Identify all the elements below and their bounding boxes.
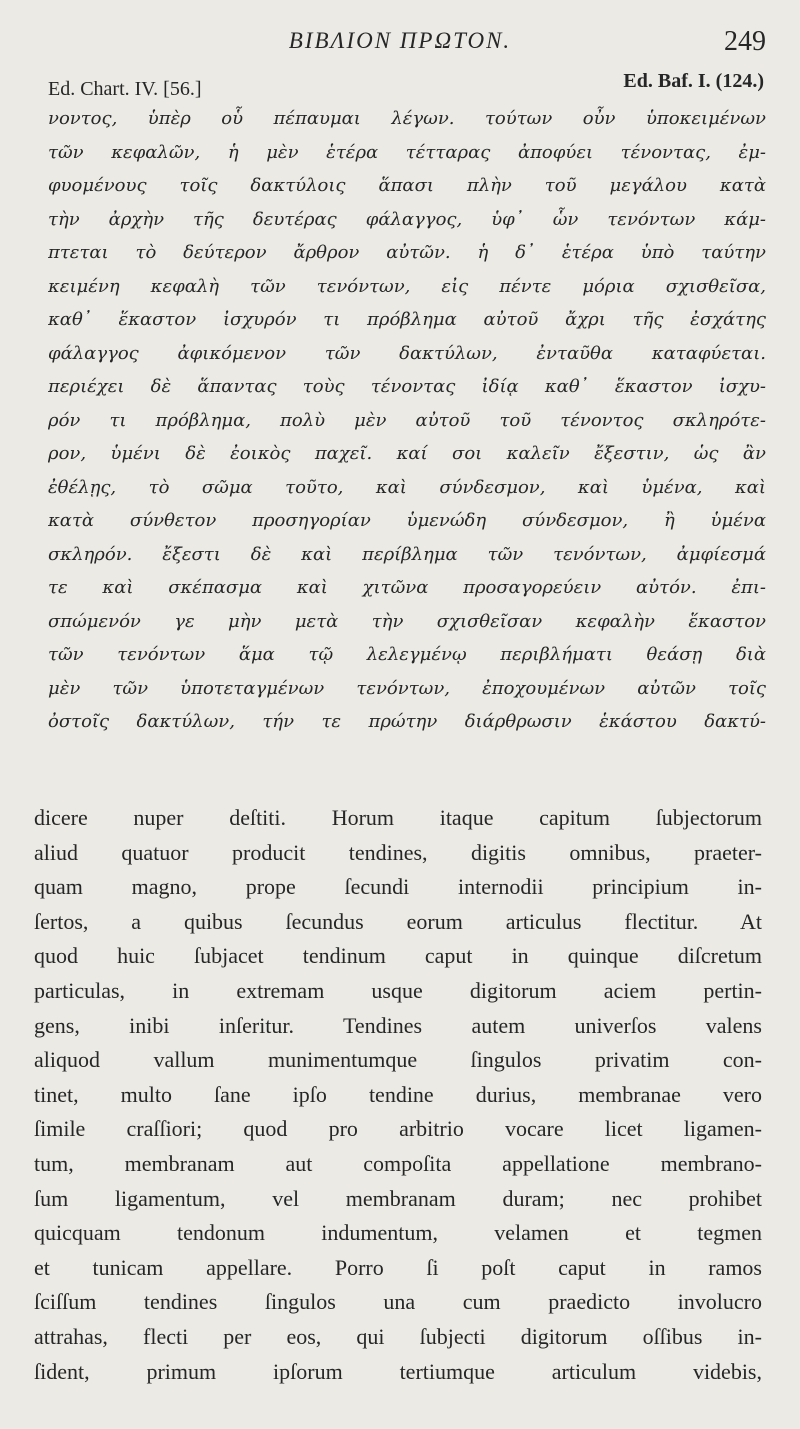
greek-text-line: καθ᾽ ἕκαστον ἰσχυρόν τι πρόβλημα αὐτοῦ ἄχρι τῆς ἐσχάτης — [48, 309, 766, 330]
edition-reference-left: Ed. Chart. IV. [56.] — [48, 78, 202, 100]
running-title: ΒΙΒΛΙΟΝ ΠΡΩΤΟΝ. — [288, 28, 512, 53]
greek-text-line: τῶν τενόντων ἅμα τῷ λελεγμένῳ περιβλήματι θεάσῃ διὰ — [48, 644, 766, 665]
greek-text-line: μὲν τῶν ὑποτεταγμένων τενόντων, ἐποχουμένων αὐτῶν τοῖς — [48, 677, 766, 699]
latin-text-line: attrahas, flecti per eos, qui ſubjecti digitorum oſſibus in- — [34, 1323, 762, 1349]
latin-text-line: ſident, primum ipſorum tertiumque articulum videbis, — [34, 1358, 762, 1384]
greek-text-block — [48, 102, 766, 739]
greek-text-line: ὀστοῖς δακτύλων, τήν τε πρώτην διάρθρωσιν ἑκάστου δακτύ- — [48, 711, 766, 732]
greek-text-line: ρον, ὑμένι δὲ ἐοικὸς παχεῖ. καί σοι καλεῖν ἔξεστιν, ὡς ἂν — [48, 443, 766, 464]
latin-text-line: ſum ligamentum, vel membranam duram; nec prohibet — [34, 1185, 762, 1211]
latin-text-line: quam magno, prope ſecundi internodii principium in- — [34, 874, 762, 900]
greek-text-line: τῶν κεφαλῶν, ἡ μὲν ἑτέρα τέτταρας ἀποφύει τένοντας, ἐμ- — [48, 141, 766, 163]
greek-text-line: νοντος, ὑπὲρ οὗ πέπαυμαι λέγων. τούτων οὖν ὑποκειμένων — [48, 108, 766, 129]
greek-text-line: κειμένη κεφαλὴ τῶν τενόντων, εἰς πέντε μόρια σχισθεῖσα, — [48, 275, 766, 297]
edition-reference-right: Ed. Baf. I. (124.) — [623, 70, 764, 92]
greek-text-line: ρόν τι πρόβλημα, πολὺ μὲν αὐτοῦ τοῦ τένοντος σκληρότε- — [48, 409, 766, 431]
latin-text-line: ſertos, a quibus ſecundus eorum articulus flectitur. At — [34, 908, 762, 934]
latin-text-line: aliquod vallum munimentumque ſingulos privatim con- — [34, 1047, 762, 1073]
greek-text-line: ἐθέλῃς, τὸ σῶμα τοῦτο, καὶ σύνδεσμον, καὶ ὑμένα, καὶ — [48, 476, 766, 498]
page-number: 249 — [724, 26, 766, 57]
latin-text-line: dicere nuper deſtiti. Horum itaque capitum ſubjectorum — [34, 805, 762, 830]
latin-text-line: et tunicam appellare. Porro ſi poſt caput in ramos — [34, 1254, 762, 1280]
latin-text-line: aliud quatuor producit tendines, digitis omnibus, praeter- — [34, 839, 762, 865]
greek-text-line: φυομένους τοῖς δακτύλοις ἅπασι πλὴν τοῦ μεγάλου κατὰ — [48, 175, 766, 196]
greek-text-line: σπώμενόν γε μὴν μετὰ τὴν σχισθεῖσαν κεφαλὴν ἕκαστον — [48, 610, 766, 632]
greek-text-line: φάλαγγος ἀφικόμενον τῶν δακτύλων, ἐνταῦθα καταφύεται. — [48, 342, 766, 364]
latin-text-line: tinet, multo ſane ipſo tendine durius, membranae vero — [34, 1081, 762, 1107]
greek-text-line: τὴν ἀρχὴν τῆς δευτέρας φάλαγγος, ὑφ᾽ ὧν τενόντων κάμ- — [48, 208, 766, 230]
latin-text-line: quod huic ſubjacet tendinum caput in quinque diſcretum — [34, 943, 762, 969]
greek-text-line: περιέχει δὲ ἅπαντας τοὺς τένοντας ἰδίᾳ καθ᾽ ἕκαστον ἰσχυ- — [48, 376, 766, 397]
latin-text-line: ſciſſum tendines ſingulos una cum praedicto involucro — [34, 1289, 762, 1315]
latin-text-block — [34, 801, 762, 1389]
latin-text-line: tum, membranam aut compoſita appellatione membrano- — [34, 1150, 762, 1176]
latin-text-line: ſimile craſſiori; quod pro arbitrio vocare licet ligamen- — [34, 1116, 762, 1142]
greek-text-line: πτεται τὸ δεύτερον ἄρθρον αὐτῶν. ἡ δ᾽ ἑτέρα ὑπὸ ταύτην — [48, 242, 766, 263]
latin-text-line: gens, inibi inſeritur. Tendines autem univerſos valens — [34, 1012, 762, 1038]
latin-text-line: quicquam tendonum indumentum, velamen et tegmen — [34, 1220, 762, 1246]
greek-text-line: κατὰ σύνθετον προσηγορίαν ὑμενώδη σύνδεσμον, ἢ ὑμένα — [48, 510, 766, 531]
latin-text-line: particulas, in extremam usque digitorum aciem pertin- — [34, 977, 762, 1003]
greek-text-line: τε καὶ σκέπασμα καὶ χιτῶνα προσαγορεύειν αὐτόν. ἐπι- — [48, 577, 766, 598]
greek-text-line: σκληρόν. ἔξεστι δὲ καὶ περίβλημα τῶν τενόντων, ἀμφίεσμά — [48, 543, 766, 565]
